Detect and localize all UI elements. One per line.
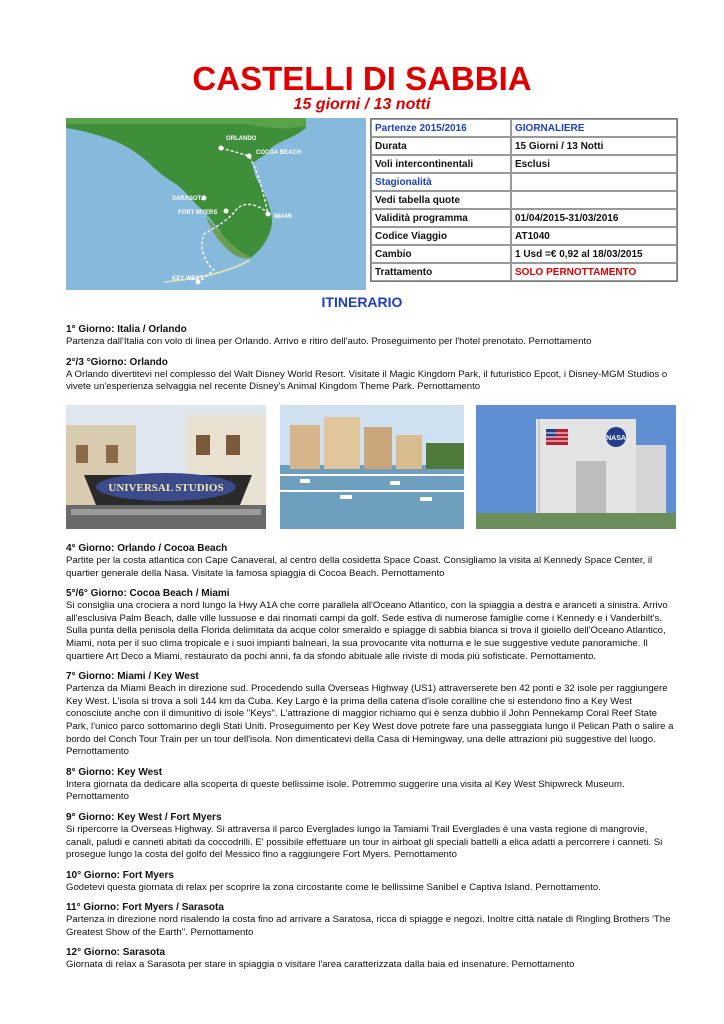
itinerary-day: [66, 901, 676, 939]
universal-studios-photo: [66, 405, 266, 529]
info-value: Esclusi: [511, 155, 677, 173]
itinerary-days-bottom: [66, 542, 676, 979]
marina-photo: [280, 405, 464, 529]
itinerary-day: [66, 323, 676, 349]
table-row: [371, 209, 677, 227]
table-row: [371, 137, 677, 155]
day-title: 10° Giorno: Fort Myers: [66, 869, 174, 881]
page-title: CASTELLI DI SABBIA: [192, 60, 532, 97]
day-title: 2°/3 °Giorno: Orlando: [66, 356, 168, 368]
itinerary-day: [66, 869, 676, 895]
info-value: SOLO PERNOTTAMENTO: [511, 263, 677, 281]
itinerary-day: [66, 946, 676, 972]
route-map: [66, 118, 366, 290]
universal-sign-text: UNIVERSAL STUDIOS: [108, 482, 224, 494]
info-key: Trattamento: [371, 263, 511, 281]
info-key: Durata: [371, 137, 511, 155]
day-text: Giornata di relax a Sarasota per stare in spiaggia o visitare l'area caratterizzata dalla baia ed insenature. Pernottamento: [66, 959, 575, 971]
info-key: Cambio: [371, 245, 511, 263]
info-key: Stagionalità: [371, 173, 511, 191]
itinerary-days-top: [66, 323, 676, 401]
map-label-sarasota: SARASOTA: [172, 196, 206, 202]
day-text: A Orlando divertitevi nel complesso del Walt Disney World Resort. Visitate il Magic Kingdom Park, il futuristico Epcot, i Disney-MGM Studios o vivete un'esperienza selvaggia nel recente Disney's Animal Kingdom Theme Park. Pernottamento: [66, 368, 668, 393]
itinerary-heading: ITINERARIO: [321, 294, 403, 310]
photo-strip: [66, 405, 678, 529]
day-title: 5°/6° Giorno: Cocoa Beach / Miami: [66, 588, 230, 600]
day-text: Partenza dall'Italia con volo di linea per Orlando. Arrivo e ritiro dell'auto. Proseguimento per l'hotel prenotato. Pernottamento: [66, 336, 592, 347]
itinerary-day: [66, 356, 676, 394]
info-value: 15 Giorni / 13 Notti: [511, 137, 677, 155]
day-text: Godetevi questa giornata di relax per scoprire la zona circostante come le bellissime Sanibel e Captiva Island. Pernottamento.: [66, 881, 601, 893]
info-key: Vedi tabella quote: [371, 191, 511, 209]
table-row: [371, 119, 677, 137]
info-value: 1 Usd =€ 0,92 al 18/03/2015: [511, 245, 677, 263]
itinerary-day: [66, 542, 676, 580]
day-text: Si ripercorre la Overseas Highway. Si attraversa il parco Everglades lungo la Tamiami Trail Everglades è una vasta regione di mangrovie, canali, paludi e canneti abitati da coccodrilli. E' possibile effettuare un tour in airboat gli speciali battelli a elica adatti a percorrere i canneti. Si prosegue lungo la costa del golfo del Messico fino a raggiungere Fort Myers. Pernottamento: [66, 823, 663, 861]
day-title: 12° Giorno: Sarasota: [66, 947, 166, 959]
info-value: [511, 173, 677, 191]
table-row: [371, 191, 677, 209]
itinerary-day: [66, 587, 676, 663]
trip-info-table: [370, 118, 678, 282]
itinerary-day: [66, 670, 676, 759]
map-label-fort-myers: FORT MYERS: [178, 210, 218, 216]
kennedy-space-center-photo: [476, 405, 676, 529]
day-text: Partenza in direzione nord risalendo la costa fino ad arrivare a Saratosa, ricca di spiagge e negozi. Inoltre città natale di Ringling Brothers 'The Greatest Show of the Earth". Pernottamento: [66, 914, 671, 938]
itinerary-day: [66, 766, 676, 804]
map-label-miami: MIAMI: [274, 214, 292, 220]
info-value: AT1040: [511, 227, 677, 245]
day-title: 11° Giorno: Fort Myers / Sarasota: [66, 902, 224, 914]
day-text: Partite per la costa atlantica con Cape Canaveral, al centro della cosidetta Space Coast. Consigliamo la visita al Kennedy Space Center, il quartier generale della Nasa. Visitate la famosa spiaggia di Cocoa Beach. Pernottamento: [66, 555, 653, 579]
day-title: 8° Giorno: Key West: [66, 766, 163, 778]
map-label-orlando: ORLANDO: [226, 136, 257, 142]
info-key: Codice Viaggio: [371, 227, 511, 245]
table-row: [371, 245, 677, 263]
day-title: 4° Giorno: Orlando / Cocoa Beach: [66, 543, 228, 554]
table-row: [371, 155, 677, 173]
info-key: Voli intercontinentali: [371, 155, 511, 173]
day-title: 7° Giorno: Miami / Key West: [66, 671, 199, 683]
page-subtitle: 15 giorni / 13 notti: [293, 96, 431, 113]
info-key: Validità programma: [371, 209, 511, 227]
itinerary-day: [66, 811, 676, 862]
day-text: Si consiglia una crociera a nord lungo la Hwy A1A che corre parallela all'Oceano Atlantico, con la spiaggia a destra e aranceti a sinistra. Arrivo all'esclusiva Palm Beach, dalle ville lussuose e dai rinomati campi da golf. Sede estiva di numerose famiglie come i Kennedy e i Vanderbilt's. Sulla punta della penisola della Florida delimitata da acque color smeraldo e spiagge di sabbia bianca si trova il gioiello dell'Oceano Atlantico, Miami, nota per il suo clima tropicale e i suoi impianti balneari, la sua provocante vita notturna e le sue suggestive vedute panoramiche. Il quartiere Art Deco a Miami, restaurato da pochi anni, fa da sfondo abituale alle riviste di moda più sofisticate. Pernottamento.: [66, 600, 668, 662]
day-text: Intera giornata da dedicare alla scoperta di queste bellissime isole. Potremmo suggerire una visita al Key West Shipwreck Museum. Pernottamento: [66, 778, 625, 803]
info-value: [511, 191, 677, 209]
table-row: [371, 173, 677, 191]
info-value: 01/04/2015-31/03/2016: [511, 209, 677, 227]
table-row: [371, 227, 677, 245]
map-label-key-west: KEY WEST: [172, 276, 204, 282]
info-value: GIORNALIERE: [511, 119, 677, 137]
info-key: Partenze 2015/2016: [371, 119, 511, 137]
nasa-logo-text: NASA: [606, 435, 626, 442]
day-title: 1° Giorno: Italia / Orlando: [66, 324, 187, 335]
table-row: [371, 263, 677, 281]
day-text: Partenza da Miami Beach in direzione sud. Procedendo sulla Overseas Highway (US1) attraverserete ben 42 ponti e 32 isole per raggiungere Key West. L'isola si trova a soli 144 km da Cuba. Key Largo è la prima della catena d'isole coralline che si estendono fino a Key West conosciute anche con il dimunitivo di isole "Keys". L'attrazione di maggior richiamo qui è senza dubbio il John Pennekamp Coral Reef State Park, l'unico parco sottomarino degli Stati Uniti. Proseguimento per Key West dove potrete fare una passeggiata lungo il Pelican Path o salire a bordo del Conch Tour Train per un tour dell'isola. Non dimenticatevi della Casa di Hemingway, una delle attrazioni più suggestive del luogo. Pernottamento: [66, 683, 674, 758]
day-title: 9° Giorno: Key West / Fort Myers: [66, 811, 222, 823]
map-label-cocoa-beach: COCOA BEACH: [256, 150, 302, 156]
